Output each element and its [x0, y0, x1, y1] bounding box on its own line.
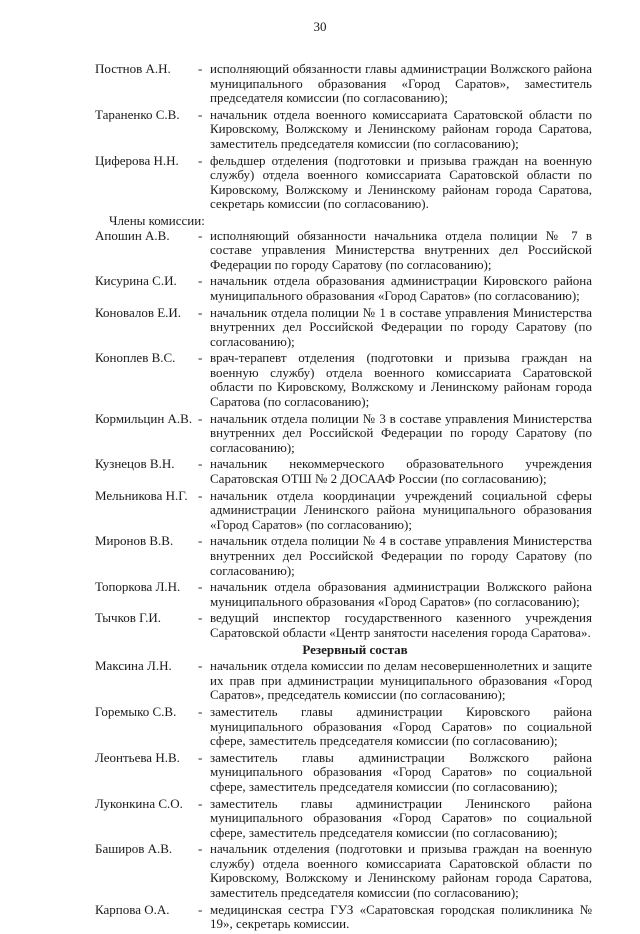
- entry-row: [95, 457, 592, 486]
- entry-row: [95, 154, 592, 212]
- entry-row: [95, 62, 592, 106]
- position-description: начальник отдела полиции № 3 в составе управления Министерства внутренних дел Российской Федерации по городу Саратову (по согласованию);: [210, 410, 592, 455]
- position-description: исполняющий обязанности начальника отдела полиции № 7 в составе управления Министерства внутренних дел Российской Федерации по городу Саратову (по согласованию);: [210, 227, 592, 272]
- position-description: заместитель главы администрации Кировского района муниципального образования «Город Саратов» по социальной сфере, заместитель председателя комиссии (по согласованию);: [210, 703, 592, 749]
- reserve-heading: Резервный состав: [302, 641, 408, 657]
- dash-separator: -: [198, 456, 203, 472]
- dash-separator: -: [198, 901, 203, 917]
- dash-separator: -: [198, 579, 203, 595]
- person-name: Кисурина С.И.: [95, 273, 177, 289]
- dash-separator: -: [198, 410, 203, 426]
- person-name: Миронов В.В.: [95, 533, 174, 549]
- position-description: начальник отдела образования администрации Кировского района муниципального образования «Город Саратов» (по согласованию);: [210, 273, 592, 303]
- entry-row: [95, 580, 592, 609]
- reserve-section: [0, 659, 640, 932]
- position-description: исполняющий обязанности главы администрации Волжского района муниципального образования «Город Саратов», заместитель председателя комиссии (по согласованию);: [210, 61, 592, 106]
- person-name: Тычков Г.И.: [95, 610, 162, 626]
- dash-separator: -: [198, 795, 203, 811]
- position-description: заместитель главы администрации Волжского района муниципального образования «Город Саратов» по социальной сфере, заместитель председателя комиссии (по согласованию);: [210, 749, 592, 794]
- dash-separator: -: [198, 749, 203, 765]
- commission-list: [0, 62, 640, 934]
- dash-separator: -: [198, 227, 203, 243]
- dash-separator: -: [198, 533, 203, 549]
- dash-separator: -: [198, 487, 203, 503]
- entry-row: [95, 842, 592, 900]
- position-description: медицинская сестра ГУЗ «Саратовская городская поликлиника № 19», секретарь комиссии.: [210, 901, 592, 932]
- dash-separator: -: [198, 106, 203, 122]
- dash-separator: -: [198, 152, 203, 168]
- dash-separator: -: [198, 658, 203, 674]
- dash-separator: -: [198, 61, 203, 76]
- position-description: фельдшер отделения (подготовки и призыва граждан на военную службу) отдела военного комиссариата Саратовской области по Кировскому, Волжскому и Ленинскому районам города Саратова, секретарь комиссии (по согласованию).: [210, 152, 592, 212]
- position-description: заместитель главы администрации Ленинского района муниципального образования «Город Саратов» по социальной сфере, заместитель председателя комиссии (по согласованию);: [210, 795, 592, 840]
- position-description: врач-терапевт отделения (подготовки и призыва граждан на военную службу) отдела военного комиссариата Саратовской области по Кировскому, Волжскому и Ленинскому районам города Саратова (по согласованию);: [210, 350, 592, 410]
- entry-row: [95, 611, 592, 640]
- person-name: Кузнецов В.Н.: [95, 456, 175, 472]
- entry-row: [95, 229, 592, 273]
- dash-separator: -: [198, 841, 203, 857]
- dash-separator: -: [198, 350, 203, 366]
- entry-row: [95, 659, 592, 703]
- dash-separator: -: [198, 304, 203, 320]
- members-section: [0, 229, 640, 641]
- person-name: Коновалов Е.И.: [95, 304, 182, 320]
- entry-row: [95, 489, 592, 533]
- person-name: Максина Л.Н.: [95, 658, 172, 674]
- page-number: 30: [313, 19, 327, 34]
- entry-row: [95, 534, 592, 578]
- person-name: Топоркова Л.Н.: [95, 579, 181, 595]
- person-name: Апошин А.В.: [95, 227, 170, 243]
- entry-row: [95, 797, 592, 841]
- position-description: начальник отдела образования администрации Волжского района муниципального образования «Город Саратов» (по согласованию);: [210, 579, 592, 609]
- chair-section: [0, 62, 640, 212]
- entry-row: [95, 705, 592, 749]
- entry-row: [95, 306, 592, 350]
- person-name: Кормильцин А.В.: [95, 410, 193, 426]
- position-description: начальник отделения (подготовки и призыва граждан на военную службу) отдела военного комиссариата Саратовской области по Кировскому, Волжскому и Ленинскому районам города Саратова, заместитель председателя комиссии (по согласованию);: [210, 841, 592, 901]
- dash-separator: -: [198, 273, 203, 289]
- person-name: Горемыко С.В.: [95, 703, 177, 719]
- members-heading: Члены комиссии:: [109, 212, 205, 228]
- position-description: начальник отдела комиссии по делам несовершеннолетних и защите их прав при администрации муниципального образования «Город Саратов», председатель комиссии (по согласованию);: [210, 658, 592, 703]
- dash-separator: -: [198, 610, 203, 626]
- entry-row: [95, 751, 592, 795]
- person-name: Леонтьева Н.В.: [95, 749, 180, 765]
- person-name: Тараненко С.В.: [95, 106, 180, 122]
- position-description: начальник отдела полиции № 4 в составе управления Министерства внутренних дел Российской Федерации по городу Саратову (по согласованию);: [210, 533, 592, 578]
- position-description: начальник отдела военного комиссариата Саратовской области по Кировскому, Волжскому и Ленинскому районам города Саратова, заместитель председателя комиссии (по согласованию);: [210, 106, 592, 151]
- entry-row: [95, 412, 592, 456]
- entry-row: [95, 903, 592, 932]
- entry-row: [95, 108, 592, 152]
- person-name: Циферова Н.Н.: [95, 152, 179, 168]
- person-name: Баширов А.В.: [95, 841, 173, 857]
- person-name: Мельникова Н.Г.: [95, 487, 188, 503]
- position-description: начальник отдела полиции № 1 в составе управления Министерства внутренних дел Российской Федерации по городу Саратову (по согласованию);: [210, 304, 592, 349]
- person-name: Коноплев В.С.: [95, 350, 176, 366]
- position-description: начальник некоммерческого образовательного учреждения Саратовская ОТШ № 2 ДОСААФ России (по согласованию);: [210, 456, 592, 487]
- dash-separator: -: [198, 703, 203, 719]
- person-name: Карпова О.А.: [95, 901, 170, 917]
- person-name: Луконкина С.О.: [95, 795, 183, 811]
- entry-row: [95, 351, 592, 409]
- position-description: начальник отдела координации учреждений социальной сферы администрации Ленинского района муниципального образования «Город Саратов» (по согласованию);: [210, 487, 592, 532]
- position-description: ведущий инспектор государственного казенного учреждения Саратовской области «Центр занятости населения города Саратова».: [210, 610, 592, 640]
- person-name: Постнов А.Н.: [95, 61, 171, 76]
- entry-row: [95, 274, 592, 303]
